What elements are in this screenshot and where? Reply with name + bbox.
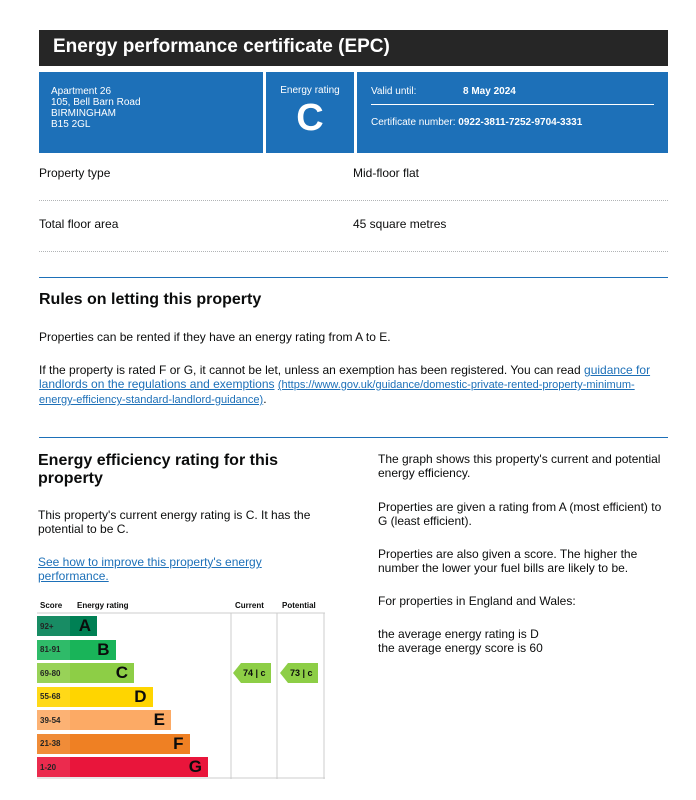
section-divider	[39, 437, 668, 438]
band-score-a: 92+	[37, 616, 70, 636]
guidance-url-end: .	[263, 392, 267, 406]
band-a: A	[70, 616, 97, 636]
band-score-d: 55-68	[37, 687, 70, 707]
rules-heading: Rules on letting this property	[39, 291, 262, 308]
floor-area-label: Total floor area	[39, 217, 119, 231]
band-d: D	[70, 687, 153, 707]
band-g: G	[70, 757, 208, 777]
current-rating-arrow	[233, 663, 271, 683]
energy-rating-label: Energy rating	[280, 85, 340, 96]
band-b: B	[70, 640, 116, 660]
address-line: 105, Bell Barn Road	[51, 97, 141, 108]
band-score-f: 21-38	[37, 734, 70, 754]
property-type-row	[39, 166, 668, 201]
potential-rating-arrow	[280, 663, 318, 683]
valid-until-value: 8 May 2024	[463, 86, 516, 97]
address-line: B15 2GL	[51, 119, 91, 130]
graph-description: The graph shows this property's current and potential energy efficiency.	[378, 452, 661, 480]
current-rating-arrow-label: 74 | c	[241, 663, 271, 683]
property-type-label: Property type	[39, 166, 111, 180]
address-block	[39, 72, 263, 153]
score-column-header: Score	[40, 601, 63, 610]
band-score-e: 39-54	[37, 710, 70, 730]
certificate-header	[39, 72, 668, 153]
certificate-number-value: 0922-3811-7252-9704-3331	[458, 117, 583, 128]
floor-area-row	[39, 217, 668, 252]
address-line: Apartment 26	[51, 86, 112, 97]
certificate-block	[357, 72, 668, 153]
average-score: the average energy score is 60	[378, 641, 543, 655]
energy-rating-value: C	[296, 97, 324, 139]
potential-column-header: Potential	[282, 601, 316, 610]
band-e: E	[70, 710, 171, 730]
rules-exemption-sentence: If the property is rated F or G, it cannot be let, unless an exemption has been registered. You can read	[39, 363, 581, 377]
certificate-number-label: Certificate number:	[371, 117, 456, 128]
band-score-b: 81-91	[37, 640, 70, 660]
region-description: For properties in England and Wales:	[378, 594, 576, 608]
address-line: BIRMINGHAM	[51, 108, 116, 119]
average-rating: the average energy rating is D	[378, 627, 539, 641]
guidance-url[interactable]: (https://www.gov.uk/guidance/domestic-private-rented-property-minimum-energy-efficiency-standard-landlord-guidance)	[39, 379, 635, 406]
potential-rating-arrow-label: 73 | c	[288, 663, 318, 683]
page-title: Energy performance certificate (EPC)	[39, 30, 668, 66]
energy-rating-chart	[37, 601, 325, 779]
band-score-g: 1-20	[37, 757, 70, 777]
valid-until-label: Valid until:	[371, 86, 417, 97]
section-divider	[39, 277, 668, 278]
improve-performance-link[interactable]: See how to improve this property's energy performance.	[38, 555, 262, 583]
score-description: Properties are also given a score. The higher the number the lower your fuel bills are likely to be.	[378, 547, 638, 575]
current-rating-arrow-tip	[233, 663, 241, 683]
rating-scale-description: Properties are given a rating from A (most efficient) to G (least efficient).	[378, 500, 662, 528]
current-rating-text: This property's current energy rating is C. It has the potential to be C.	[38, 508, 311, 536]
current-column-header: Current	[235, 601, 264, 610]
band-f: F	[70, 734, 190, 754]
energy-rating-block	[266, 72, 354, 153]
rating-column-header: Energy rating	[77, 601, 129, 610]
band-score-c: 69-80	[37, 663, 70, 683]
guidance-link[interactable]: guidance for landlords on the regulations and exemptions	[39, 363, 651, 391]
efficiency-heading: Energy efficiency rating for this property	[38, 452, 279, 487]
floor-area-value: 45 square metres	[353, 217, 447, 231]
rules-text: Properties can be rented if they have an energy rating from A to E.	[39, 330, 391, 344]
potential-rating-arrow-tip	[280, 663, 288, 683]
rules-exemption-text	[39, 363, 671, 407]
band-c: C	[70, 663, 134, 683]
property-type-value: Mid-floor flat	[353, 166, 420, 180]
